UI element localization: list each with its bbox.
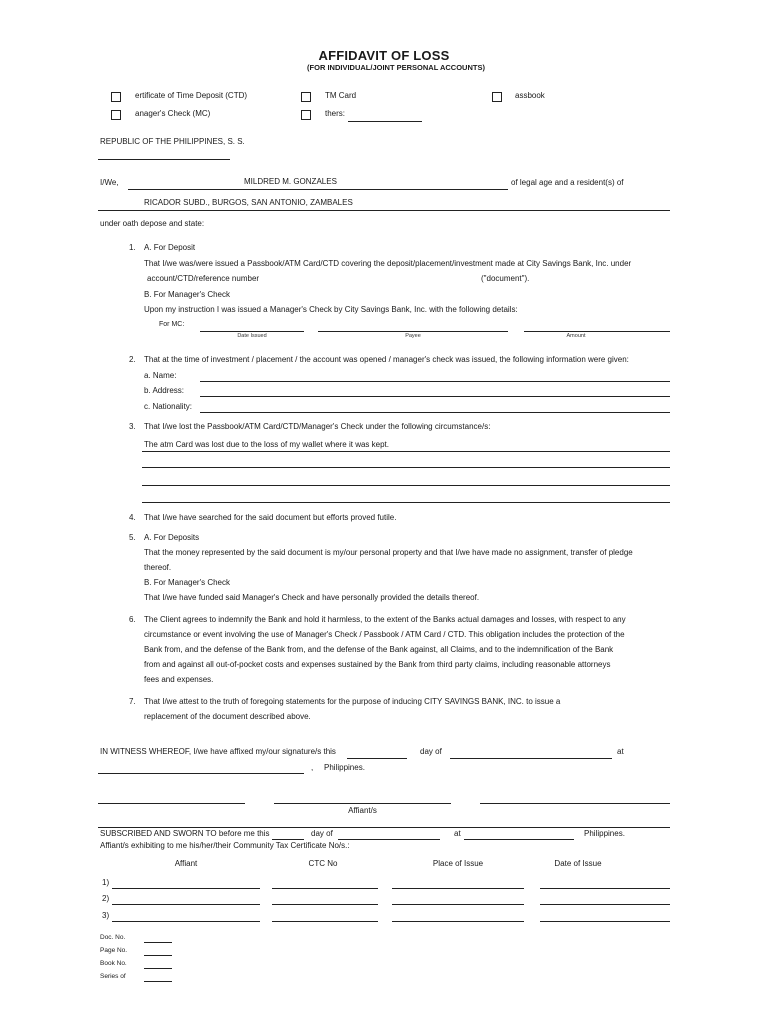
item6-line-2: circumstance or event involving the use of Manager's Check / Passbook / ATM Card / CTD. This obligation includes the protection of the [144, 630, 625, 639]
item2-address-label: b. Address: [144, 386, 185, 395]
item5-a-text: That the money represented by the said document is my/our personal property and that I/we have made no assignment, transfer of pledge [144, 548, 633, 557]
item1-b-label: B. For Manager's Check [144, 290, 231, 299]
item3-line-4[interactable] [142, 502, 670, 503]
ctc-row-2-date[interactable] [540, 904, 670, 905]
item3-line-3[interactable] [142, 485, 670, 486]
series-line[interactable] [144, 981, 172, 982]
item2-name-line[interactable] [200, 381, 670, 382]
item2-nationality-label: c. Nationality: [144, 402, 193, 411]
item7-number: 7. [129, 697, 136, 706]
affiants-caption: Affiant/s [348, 806, 377, 815]
item1-number: 1. [129, 243, 136, 252]
mc-date-line[interactable] [200, 331, 304, 332]
mc-amount-line[interactable] [524, 331, 670, 332]
item2-text: That at the time of investment / placement / the account was opened / manager's check was issued, the following information were given: [144, 355, 629, 364]
ctc-row-1-date[interactable] [540, 888, 670, 889]
mc-amount-caption: Amount [566, 333, 586, 339]
ctc-row-1-affiant[interactable] [112, 888, 260, 889]
witness-philippines: Philippines. [324, 763, 365, 772]
item2-name-label: a. Name: [144, 371, 177, 380]
item1-a-label: A. For Deposit [144, 243, 196, 252]
item1-document: ("document"). [481, 274, 530, 283]
depose-text: under oath depose and state: [100, 219, 205, 228]
jurat-place-line[interactable] [464, 839, 574, 840]
jurat-top-rule [98, 827, 670, 828]
ctc-row-3-ctc[interactable] [272, 921, 378, 922]
page-subtitle: (FOR INDIVIDUAL/JOINT PERSONAL ACCOUNTS) [307, 63, 485, 72]
name-line[interactable] [128, 189, 508, 190]
item4-number: 4. [129, 513, 136, 522]
book-no-line[interactable] [144, 968, 172, 969]
affiant-address: RICADOR SUBD., BURGOS, SAN ANTONIO, ZAMBALES [144, 198, 353, 207]
legal-age-text: of legal age and a resident(s) of [511, 178, 624, 187]
others-label: thers: [325, 109, 346, 118]
ctc-row-3-date[interactable] [540, 921, 670, 922]
col-date: Date of Issue [554, 859, 602, 868]
venue: REPUBLIC OF THE PHILIPPINES, S. S. [100, 137, 245, 146]
item7-line-2: replacement of the document described above. [144, 712, 311, 721]
mc-checkbox[interactable] [111, 110, 121, 120]
item3-line-1[interactable] [142, 451, 670, 452]
ctd-label: ertificate of Time Deposit (CTD) [135, 91, 248, 100]
affiant-signature-line-3[interactable] [480, 803, 670, 804]
item5-b-label: B. For Manager's Check [144, 578, 231, 587]
item6-line-4: from and against all out-of-pocket costs and expenses sustained by the Bank from third party claims, including reasonable attorneys [144, 660, 611, 669]
book-no-label: Book No. [100, 960, 127, 967]
col-place: Place of Issue [432, 859, 484, 868]
ctc-row-2-place[interactable] [392, 904, 524, 905]
atm-checkbox[interactable] [301, 92, 311, 102]
ctd-checkbox[interactable] [111, 92, 121, 102]
item2-nationality-line[interactable] [200, 412, 670, 413]
page-no-label: Page No. [100, 947, 128, 954]
others-field[interactable] [348, 121, 422, 122]
witness-day-of: day of [420, 747, 442, 756]
passbook-label: assbook [515, 91, 545, 100]
venue-line[interactable] [98, 159, 230, 160]
col-ctc: CTC No [308, 859, 338, 868]
item4-text: That I/we have searched for the said document but efforts proved futile. [144, 513, 397, 522]
item5-number: 5. [129, 533, 136, 542]
item5-a-label: A. For Deposits [144, 533, 200, 542]
item1-a-text2: account/CTD/reference number [147, 274, 260, 283]
item3-text: That I/we lost the Passbook/ATM Card/CTD/Manager's Check under the following circumstance/s: [144, 422, 491, 431]
mc-label: anager's Check (MC) [135, 109, 211, 118]
ctc-row-1-place[interactable] [392, 888, 524, 889]
doc-no-label: Doc. No. [100, 934, 126, 941]
ctc-row-2-label: 2) [102, 894, 110, 903]
ctc-row-3-label: 3) [102, 911, 110, 920]
address-line[interactable] [98, 210, 670, 211]
item7-line-1: That I/we attest to the truth of foregoing statements for the purpose of inducing CITY SAVINGS BANK, INC. to issue a [144, 697, 561, 706]
witness-day-line[interactable] [347, 758, 407, 759]
jurat-exhibiting: Affiant/s exhibiting to me his/her/their Community Tax Certificate No/s.: [100, 841, 350, 850]
affiant-signature-line-1[interactable] [98, 803, 245, 804]
item1-a-text: That I/we was/were issued a Passbook/ATM Card/CTD covering the deposit/placement/investment made at City Savings Bank, Inc. under [144, 259, 632, 268]
mc-date-caption: Date Issued [237, 333, 267, 339]
witness-comma: , [311, 763, 314, 772]
page-no-line[interactable] [144, 955, 172, 956]
item1-b-text: Upon my instruction I was issued a Manager's Check by City Savings Bank, Inc. with the following details: [144, 305, 518, 314]
passbook-checkbox[interactable] [492, 92, 502, 102]
item3-number: 3. [129, 422, 136, 431]
doc-no-line[interactable] [144, 942, 172, 943]
col-affiant: Affiant [174, 859, 198, 868]
jurat-subscribed: SUBSCRIBED AND SWORN TO before me this [100, 829, 270, 838]
item6-number: 6. [129, 615, 136, 624]
mc-payee-caption: Payee [405, 333, 421, 339]
item6-line-1: The Client agrees to indemnify the Bank and hold it harmless, to the extent of the Banks actual damages and losses, with respect to any [144, 615, 626, 624]
item6-line-3: Bank from, and the defense of the Bank from, and the defense of the Bank against, all Claims, and to the indemnification of the Bank [144, 645, 614, 654]
witness-at: at [617, 747, 624, 756]
ctc-row-1-ctc[interactable] [272, 888, 378, 889]
item6-line-5: fees and expenses. [144, 675, 214, 684]
item5-a-text2: thereof. [144, 563, 172, 572]
atm-label: TM Card [325, 91, 357, 100]
others-checkbox[interactable] [301, 110, 311, 120]
ctc-row-1-label: 1) [102, 878, 110, 887]
series-label: Series of [100, 973, 126, 980]
for-mc-label: For MC: [159, 321, 185, 328]
ctc-row-3-place[interactable] [392, 921, 524, 922]
jurat-day-line[interactable] [272, 839, 304, 840]
iwe-label: I/We, [100, 178, 119, 187]
ctc-row-2-ctc[interactable] [272, 904, 378, 905]
mc-payee-line[interactable] [318, 331, 508, 332]
jurat-month-line[interactable] [338, 839, 440, 840]
item2-address-line[interactable] [200, 396, 670, 397]
page-title: AFFIDAVIT OF LOSS [318, 48, 450, 63]
item3-answer: The atm Card was lost due to the loss of my wallet where it was kept. [144, 440, 389, 449]
ctc-row-2-affiant[interactable] [112, 904, 260, 905]
witness-text: IN WITNESS WHEREOF, I/we have affixed my/our signature/s this [100, 747, 336, 756]
item2-number: 2. [129, 355, 136, 364]
jurat-day-of: day of [311, 829, 333, 838]
affiant-signature-line-2[interactable] [274, 803, 451, 804]
jurat-philippines: Philippines. [584, 829, 625, 838]
witness-month-line[interactable] [450, 758, 612, 759]
affiant-name: MILDRED M. GONZALES [244, 177, 337, 186]
item3-line-2[interactable] [142, 467, 670, 468]
item5-b-text: That I/we have funded said Manager's Check and have personally provided the details thereof. [144, 593, 480, 602]
ctc-row-3-affiant[interactable] [112, 921, 260, 922]
jurat-at: at [454, 829, 461, 838]
witness-place-line[interactable] [98, 773, 304, 774]
